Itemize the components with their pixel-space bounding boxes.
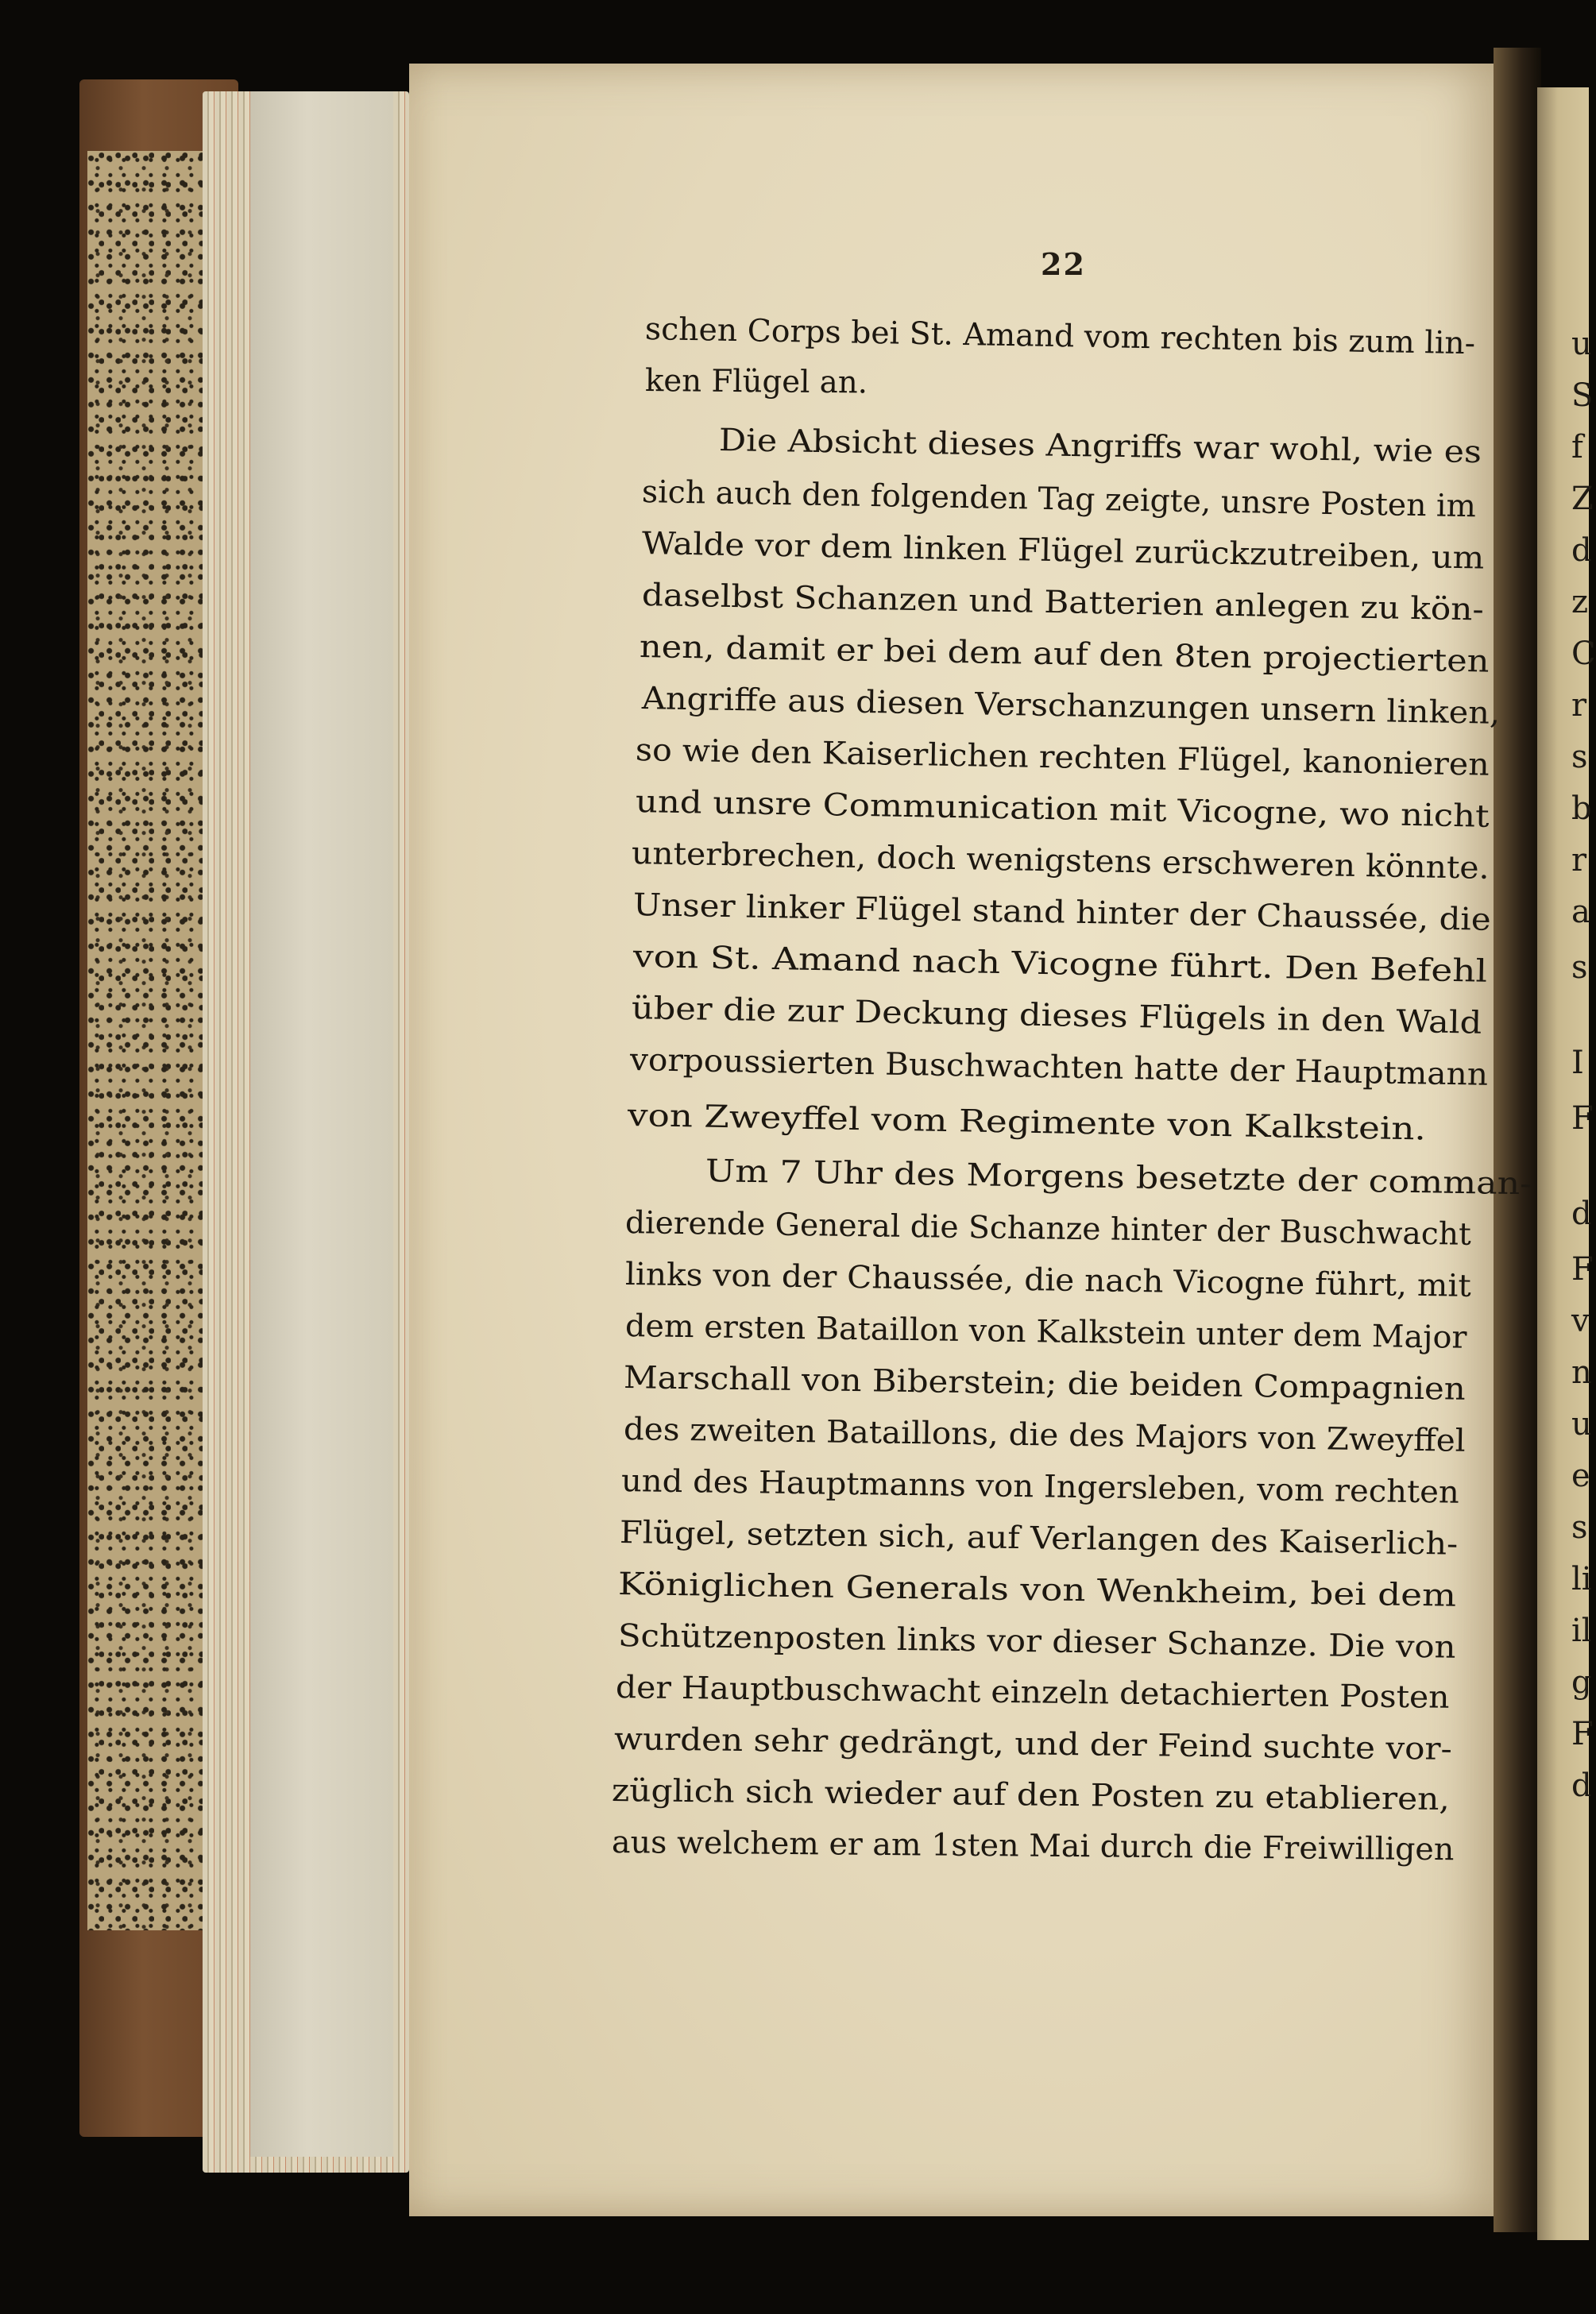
- facing-page-fragment: C: [1571, 635, 1596, 672]
- text-line: von St. Amand nach Vicogne führt. Den Befehl: [632, 939, 1488, 990]
- page-stack-front: [250, 91, 393, 2157]
- facing-page-fragment: li: [1571, 1561, 1592, 1597]
- facing-page-fragment: I: [1571, 1045, 1584, 1081]
- text-line: Um 7 Uhr des Morgens besetzte der comman-: [705, 1153, 1532, 1203]
- facing-page-fragment: u: [1571, 1406, 1592, 1443]
- facing-page-fragment: il: [1571, 1613, 1592, 1649]
- book-gutter: [1494, 48, 1541, 2232]
- facing-page-fragment: F: [1571, 1251, 1594, 1288]
- text-line: Unser linker Flügel stand hinter der Chaussée, die: [632, 887, 1491, 938]
- facing-page-fragment: s: [1571, 739, 1588, 775]
- text-line: dierende General die Schanze hinter der Buschwacht: [624, 1205, 1472, 1253]
- text-line: Marschall von Biberstein; die beiden Compagnien: [623, 1360, 1466, 1408]
- text-line: Schützenposten links vor dieser Schanze. Die von: [617, 1618, 1456, 1666]
- text-line: über die zur Deckung dieses Flügels in den Wald: [631, 991, 1482, 1041]
- facing-page-fragment: z: [1571, 584, 1589, 620]
- text-line: und unsre Communication mit Vicogne, wo nicht: [635, 784, 1490, 835]
- facing-page-fragment: r: [1571, 842, 1587, 879]
- page-number: 22: [1041, 246, 1086, 282]
- text-line: vorpoussierten Buschwachten hatte der Hauptmann: [629, 1042, 1489, 1093]
- text-line: ken Flügel an.: [644, 363, 868, 401]
- facing-page-fragment: F: [1571, 1100, 1594, 1137]
- facing-page-fragment: s: [1571, 949, 1588, 986]
- text-line: Walde vor dem linken Flügel zurückzutreiben, um: [641, 526, 1485, 577]
- text-line: Die Absicht dieses Angriffs war wohl, wie es: [718, 423, 1482, 471]
- text-line: sich auch den folgenden Tag zeigte, unsre Posten im: [641, 474, 1477, 525]
- facing-page-fragment: Z: [1571, 481, 1594, 517]
- facing-page-fragment: b: [1571, 790, 1592, 827]
- text-line: Königlichen Generals von Wenkheim, bei dem: [617, 1566, 1457, 1614]
- text-line: daselbst Schanzen und Batterien anlegen zu kön-: [641, 578, 1485, 628]
- facing-page-fragment: d: [1571, 1196, 1592, 1232]
- facing-page-fragment: g: [1571, 1664, 1592, 1701]
- text-line: schen Corps bei St. Amand vom rechten bis zum lin-: [644, 311, 1476, 362]
- facing-page-fragment: d: [1571, 532, 1592, 569]
- text-line: dem ersten Bataillon von Kalkstein unter dem Major: [624, 1308, 1467, 1356]
- text-line: und des Hauptmanns von Ingersleben, vom rechten: [620, 1463, 1460, 1511]
- text-line: Angriffe aus diesen Verschanzungen unsern linken,: [641, 681, 1501, 732]
- text-line: des zweiten Bataillons, die des Majors von Zweyffel: [623, 1412, 1466, 1459]
- facing-page-fragment: v: [1571, 1303, 1590, 1339]
- text-line: aus welchem er am 1sten Mai durch die Freiwilligen: [611, 1825, 1455, 1868]
- text-line: züglich sich wieder auf den Posten zu etablieren,: [611, 1773, 1451, 1818]
- marbled-endpaper: [87, 151, 207, 1930]
- facing-page-fragment: n: [1571, 1354, 1592, 1391]
- facing-page-fragment: u: [1571, 326, 1592, 362]
- facing-page-fragment: r: [1571, 687, 1587, 724]
- text-line: unterbrechen, doch wenigstens erschweren könnte.: [631, 836, 1490, 887]
- facing-page-fragment: F: [1571, 1716, 1594, 1752]
- facing-page-fragment: d: [1571, 1767, 1592, 1804]
- facing-page-fragment: a: [1571, 894, 1590, 930]
- facing-page-fragment: s: [1571, 1509, 1588, 1546]
- text-line: Flügel, setzten sich, auf Verlangen des Kaiserlich-: [619, 1515, 1459, 1563]
- text-line: nen, damit er bei dem auf den 8ten projectierten: [639, 629, 1490, 680]
- text-line: links von der Chaussée, die nach Vicogne führt, mit: [624, 1257, 1472, 1304]
- text-line: so wie den Kaiserlichen rechten Flügel, kanonieren: [635, 732, 1490, 783]
- text-line: wurden sehr gedrängt, und der Feind suchte vor-: [613, 1721, 1453, 1767]
- facing-page-fragment: S: [1571, 377, 1594, 414]
- text-line: von Zweyffel vom Regimente von Kalkstein.: [627, 1098, 1427, 1148]
- text-line: der Hauptbuschwacht einzeln detachierten Posten: [615, 1670, 1450, 1716]
- facing-page-fragment: f: [1571, 429, 1583, 466]
- facing-page-fragment: e: [1571, 1458, 1590, 1494]
